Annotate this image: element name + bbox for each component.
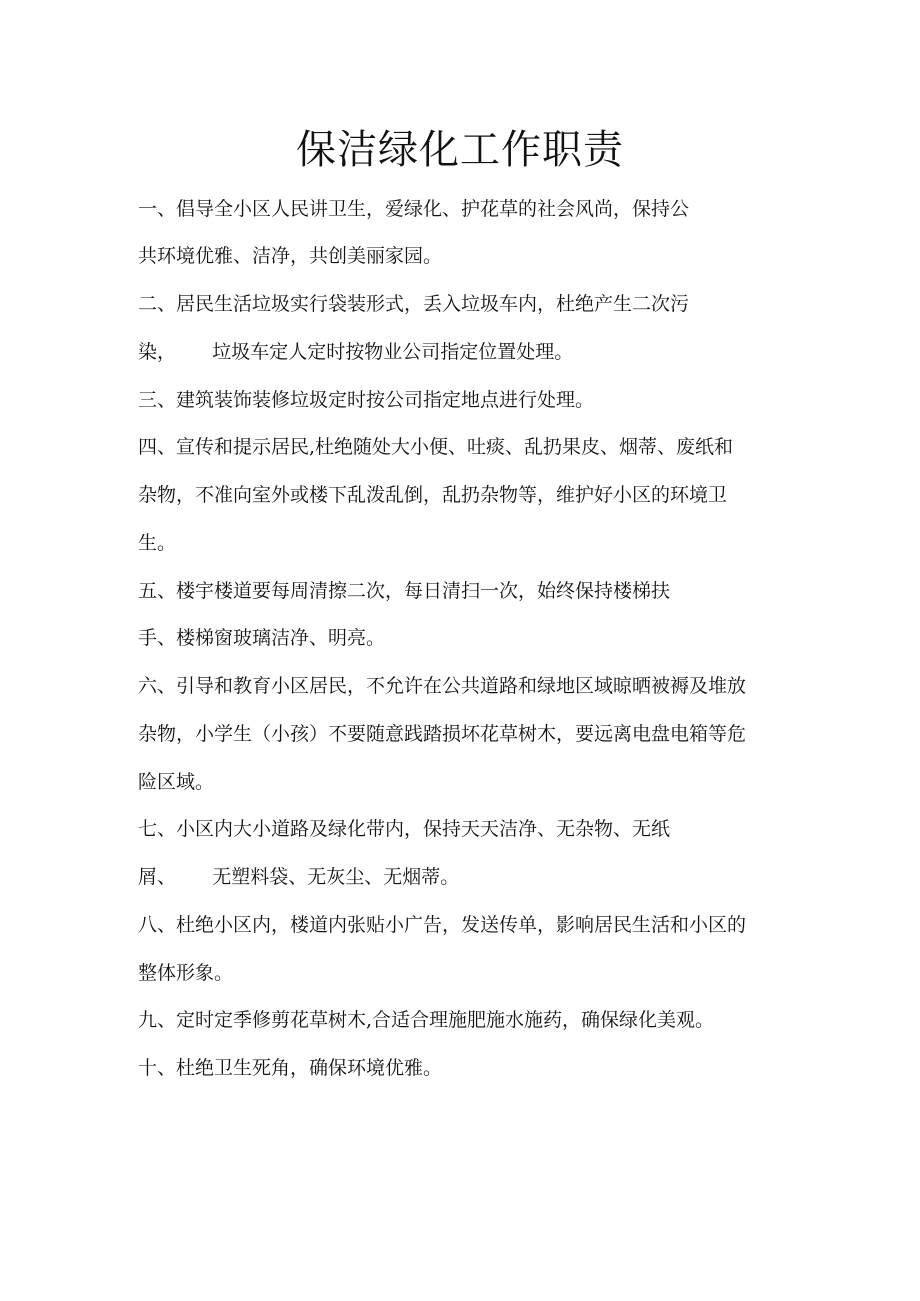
text-line: 四、宣传和提示居民,杜绝随处大小便、吐痰、乱扔果皮、烟蒂、废纸和 xyxy=(138,436,734,458)
text-line: 八、杜绝小区内，楼道内张贴小广告，发送传单，影响居民生活和小区的 xyxy=(138,914,747,936)
text-line: 屑、 无塑料袋、无灰尘、无烟蒂。 xyxy=(138,866,460,888)
text-line: 共环境优雅、洁净，共创美丽家园。 xyxy=(138,245,443,267)
text-line: 杂物，小学生（小孩）不要随意践踏损坏花草树木，要远离电盘电箱等危 xyxy=(138,723,747,745)
text-line: 九、定时定季修剪花草树木,合适合理施肥施水施药，确保绿化美观。 xyxy=(138,1009,715,1031)
text-line: 六、引导和教育小区居民，不允许在公共道路和绿地区域晾晒被褥及堆放 xyxy=(138,675,747,697)
document-title: 保洁绿化工作职责 xyxy=(296,127,624,173)
text-line: 十、杜绝卫生死角，确保环境优雅。 xyxy=(138,1057,443,1079)
text-line: 染， 垃圾车定人定时按物业公司指定位置处理。 xyxy=(138,341,574,363)
text-line: 手、楼梯窗玻璃洁净、明亮。 xyxy=(138,627,386,649)
text-line: 险区域。 xyxy=(138,771,215,793)
text-line: 二、居民生活垃圾实行袋装形式，丢入垃圾车内，杜绝产生二次污 xyxy=(138,293,690,315)
text-line: 五、楼宇楼道要每周清擦二次，每日清扫一次，始终保持楼梯扶 xyxy=(138,580,671,602)
text-line: 杂物，不准向室外或楼下乱泼乱倒，乱扔杂物等，维护好小区的环境卫 xyxy=(138,484,728,506)
text-line: 整体形象。 xyxy=(138,962,234,984)
text-line: 七、小区内大小道路及绿化带内，保持天天洁净、无杂物、无纸 xyxy=(138,818,671,840)
text-line: 一、倡导全小区人民讲卫生，爱绿化、护花草的社会风尚，保持公 xyxy=(138,198,690,220)
text-line: 生。 xyxy=(138,532,177,554)
text-line: 三、建筑装饰装修垃圾定时按公司指定地点进行处理。 xyxy=(138,389,595,411)
